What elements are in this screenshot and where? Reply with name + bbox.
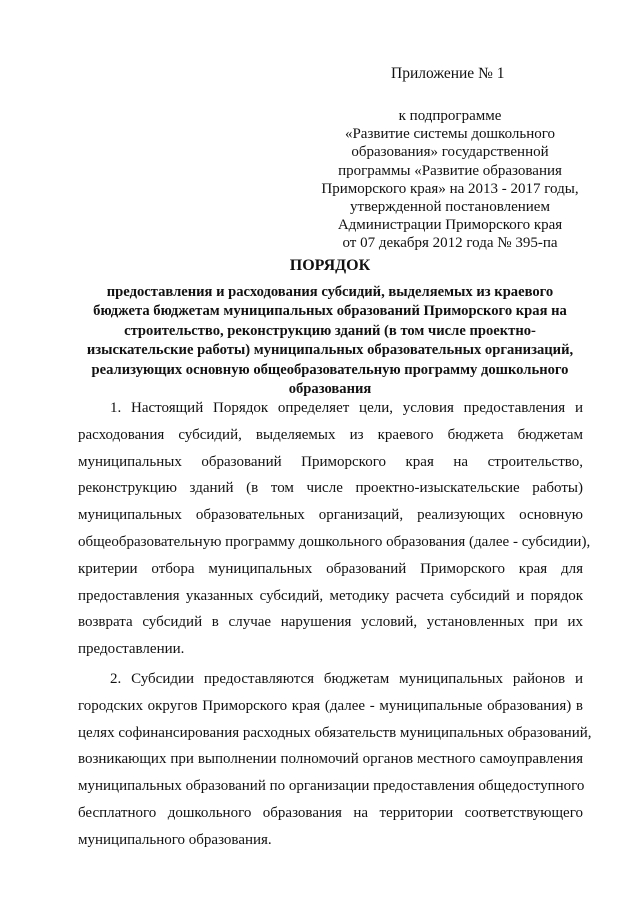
paragraph-line: муниципальных образовательных организаций, реализующих основную <box>78 507 583 524</box>
document-subtitle <box>0 283 640 399</box>
subtitle-line: бюджета бюджетам муниципальных образований Приморского края на <box>93 303 567 320</box>
paragraph-line: реконструкцию зданий (в том числе проектно-изыскательские работы) <box>78 480 583 497</box>
paragraph-line: городских округов Приморского края (далее - муниципальные образования) в <box>78 697 583 714</box>
appendix-line: к подпрограмме <box>398 108 502 124</box>
subtitle-line: образования <box>288 381 372 398</box>
appendix-title: Приложение № 1 <box>391 65 505 82</box>
paragraph-line: возврата субсидий в случае нарушения условий, установленных при их <box>78 614 583 631</box>
appendix-line: образования» государственной <box>351 144 549 161</box>
appendix-line: Администрации Приморского края <box>337 217 563 234</box>
appendix-block <box>300 107 600 253</box>
paragraph-line: целях софинансирования расходных обязательств муниципальных образований, <box>78 724 592 741</box>
subtitle-line: предоставления и расходования субсидий, выделяемых из краевого <box>106 284 554 300</box>
paragraph-line: критерии отбора муниципальных образований Приморского края для <box>78 560 583 577</box>
subtitle-line: реализующих основную общеобразовательную программу дошкольного <box>91 361 569 378</box>
appendix-line: от 07 декабря 2012 года № 395-па <box>342 235 558 252</box>
paragraph-line: расходования субсидий, выделяемых из краевого бюджета бюджетам <box>78 426 583 443</box>
paragraph-line: муниципального образования. <box>78 831 272 848</box>
paragraph-line: предоставлении. <box>78 641 185 658</box>
document-title: ПОРЯДОК <box>289 257 371 274</box>
paragraph-line: возникающих при выполнении полномочий органов местного самоуправления <box>78 751 583 768</box>
paragraph-line: бесплатного дошкольного образования на территории соответствующего <box>78 804 583 821</box>
paragraph-line: общеобразовательную программу дошкольного образования (далее - субсидии), <box>78 533 591 550</box>
paragraph-line: 1. Настоящий Порядок определяет цели, условия предоставления и <box>110 400 583 416</box>
paragraph-2 <box>78 666 592 854</box>
subtitle-line: изыскательские работы) муниципальных образовательных организаций, <box>86 342 574 359</box>
paragraph-1 <box>78 395 591 663</box>
paragraph-line: 2. Субсидии предоставляются бюджетам муниципальных районов и <box>110 670 583 687</box>
document-body <box>78 395 592 854</box>
appendix-line: «Развитие системы дошкольного <box>344 126 556 143</box>
appendix-line: программы «Развитие образования <box>338 162 562 179</box>
paragraph-line: предоставления указанных субсидий, методику расчета субсидий и порядок <box>78 587 583 604</box>
subtitle-line: строительство, реконструкцию зданий (в том числе проектно- <box>124 322 536 339</box>
paragraph-line: муниципальных образований по организации предоставления общедоступного <box>78 778 585 795</box>
appendix-line: Приморского края» на 2013 - 2017 годы, <box>321 180 579 197</box>
appendix-line: утвержденной постановлением <box>350 199 550 216</box>
paragraph-line: муниципальных образований Приморского края на строительство, <box>78 453 583 470</box>
